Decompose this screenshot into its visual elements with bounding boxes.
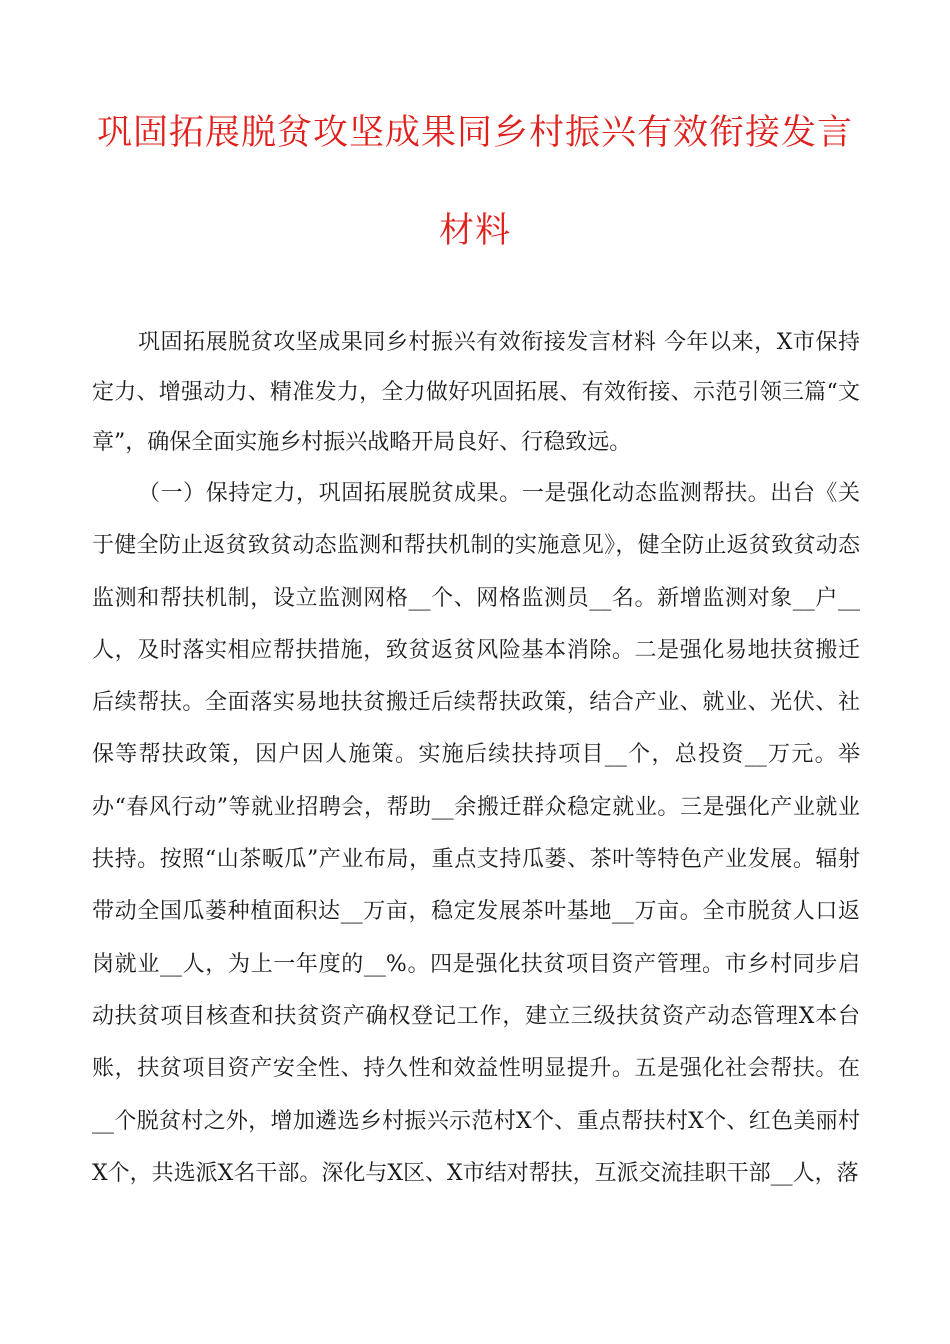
- section-one-paragraph: （一）保持定力，巩固拓展脱贫成果。一是强化动态监测帮扶。出台《关于健全防止返贫致贫动态监测和帮扶机制的实施意见》，健全防止返贫致贫动态监测和帮扶机制，设立监测网格__个、网格监测员__名。新增监测对象__户__人，及时落实相应帮扶措施，致贫返贫风险基本消除。二是强化易地扶贫搬迁后续帮扶。全面落实易地扶贫搬迁后续帮扶政策，结合产业、就业、光伏、社保等帮扶政策，因户因人施策。实施后续扶持项目__个，总投资__万元。举办“春风行动”等就业招聘会，帮助__余搬迁群众稳定就业。三是强化产业就业扶持。按照“山茶畈瓜”产业布局，重点支持瓜蒌、茶叶等特色产业发展。辐射带动全国瓜蒌种植面积达__万亩，稳定发展茶叶基地__万亩。全市脱贫人口返岗就业__人，为上一年度的__%。四是强化扶贫项目资产管理。市乡村同步启动扶贫项目核查和扶贫资产确权登记工作，建立三级扶贫资产动态管理X本台账，扶贫项目资产安全性、持久性和效益性明显提升。五是强化社会帮扶。在__个脱贫村之外，增加遴选乡村振兴示范村X个、重点帮扶村X个、红色美丽村X个，共选派X名干部。深化与X区、X市结对帮扶，互派交流挂职干部__人，落: [92, 481, 860, 1186]
- document-title-line-1: 巩固拓展脱贫攻坚成果同乡村振兴有效衔接发言: [96, 113, 853, 153]
- document-title-line-2: 材料: [438, 211, 511, 251]
- intro-paragraph: 巩固拓展脱贫攻坚成果同乡村振兴有效衔接发言材料 今年以来，X市保持定力、增强动力、精准发力，全力做好巩固拓展、有效衔接、示范引领三篇“文章”，确保全面实施乡村振兴战略开局良好、行稳致远。: [92, 330, 860, 455]
